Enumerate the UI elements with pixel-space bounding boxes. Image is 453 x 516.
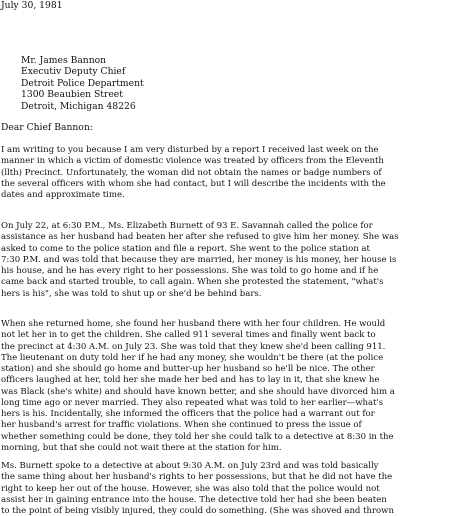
recipient-street: 1300 Beaubien Street — [21, 89, 123, 101]
paragraph-line: On July 22, at 6:30 P.M., Ms. Elizabeth Burnett of 93 E. Savannah called the police for — [1, 221, 373, 231]
paragraph-line: 7:30 P.M. and was told that because they are married, her money is his money, her house is — [1, 254, 397, 265]
paragraph-line: to the point of being visibly injured, they could do something. (She was shoved and thrown — [1, 506, 394, 516]
paragraph-line: long time ago or never married. They also repeated what was told to her earlier—what's — [1, 397, 384, 408]
paragraph-line: (llth) Precinct. Unfortunately, the woman did not obtain the names or badge numbers of — [1, 167, 382, 178]
paragraph-3 — [1, 319, 395, 454]
recipient-name: Mr. James Bannon — [21, 55, 107, 66]
paragraph-line: dates and approximate time. — [1, 190, 125, 200]
paragraph-line: the several officers with whom she had contact, but I will describe the incidents with the — [1, 178, 386, 189]
paragraph-line: her husband's arrest for traffic violations. When she continued to press the issue of — [1, 420, 362, 431]
paragraph-line: the same thing about her husband's rights to her possessions, but that he did not have the — [1, 472, 393, 483]
paragraph-line: was Black (she's white) and should have known better, and she should have divorced him a — [1, 386, 395, 397]
paragraph-line: right to keep her out of the house. However, she was also told that the police would not — [1, 483, 380, 494]
paragraph-line: station) and she should go home and butter-up her husband so he'll be nice. The other — [1, 364, 375, 374]
paragraph-line: assist her in gaining entrance into the house. The detective told her had she been beaten — [1, 494, 387, 505]
paragraph-line: whether something could be done, they told her she could talk to a detective at 8:30 in the — [1, 431, 394, 442]
recipient-organization: Detroit Police Department — [21, 77, 144, 89]
paragraph-line: the precinct at 4:30 A.M. on July 23. She was told that they knew she'd been calling 911. — [1, 341, 386, 352]
paragraph-line: hers is his. Incidentally, she informed the officers that the police had a warrant out for — [1, 409, 375, 419]
paragraph-line: assistance as her husband had beaten her after she refused to give him her money. She was — [1, 232, 399, 243]
paragraph-2 — [1, 221, 399, 300]
recipient-city: Detroit, Michigan 48226 — [21, 100, 136, 112]
recipient-title: Executiv Deputy Chief — [21, 66, 126, 78]
paragraph-line: officers laughed at her, told her she made her bed and has to lay in it, that she knew he — [1, 375, 380, 386]
paragraph-line: morning, but that she could not wait there at the station for him. — [1, 442, 282, 453]
paragraph-4 — [1, 461, 394, 516]
paragraph-line: Ms. Burnett spoke to a detective at about 9:30 A.M. on July 23rd and was told basically — [1, 461, 379, 471]
paragraph-line: The lieutenant on duty told her if he had any money, she wouldn't be there (at the police — [1, 352, 384, 363]
paragraph-line: I am writing to you because I am very disturbed by a report I received last week on the — [1, 145, 379, 155]
paragraph-line: When she returned home, she found her husband there with her four children. He would — [1, 319, 386, 329]
paragraph-line: manner in which a victim of domestic violence was treated by officers from the Eleventh — [1, 156, 384, 167]
paragraph-1 — [1, 145, 386, 201]
recipient-address — [21, 55, 144, 112]
salutation: Dear Chief Bannon: — [1, 122, 93, 133]
paragraph-line: hers is his", she was told to shut up or she'd be behind bars. — [1, 288, 262, 299]
letter-date: July 30, 1981 — [1, 0, 63, 11]
paragraph-line: his house, and he has every right to her possessions. She was told to go home and if he — [1, 266, 379, 276]
paragraph-line: came back and started trouble, to call again. When she protested the statement, "what's — [1, 277, 384, 288]
paragraph-line: asked to come to the police station and file a report. She went to the police station at — [1, 243, 370, 254]
paragraph-line: not let her in to get the children. She called 911 several times and finally went back to — [1, 330, 376, 341]
